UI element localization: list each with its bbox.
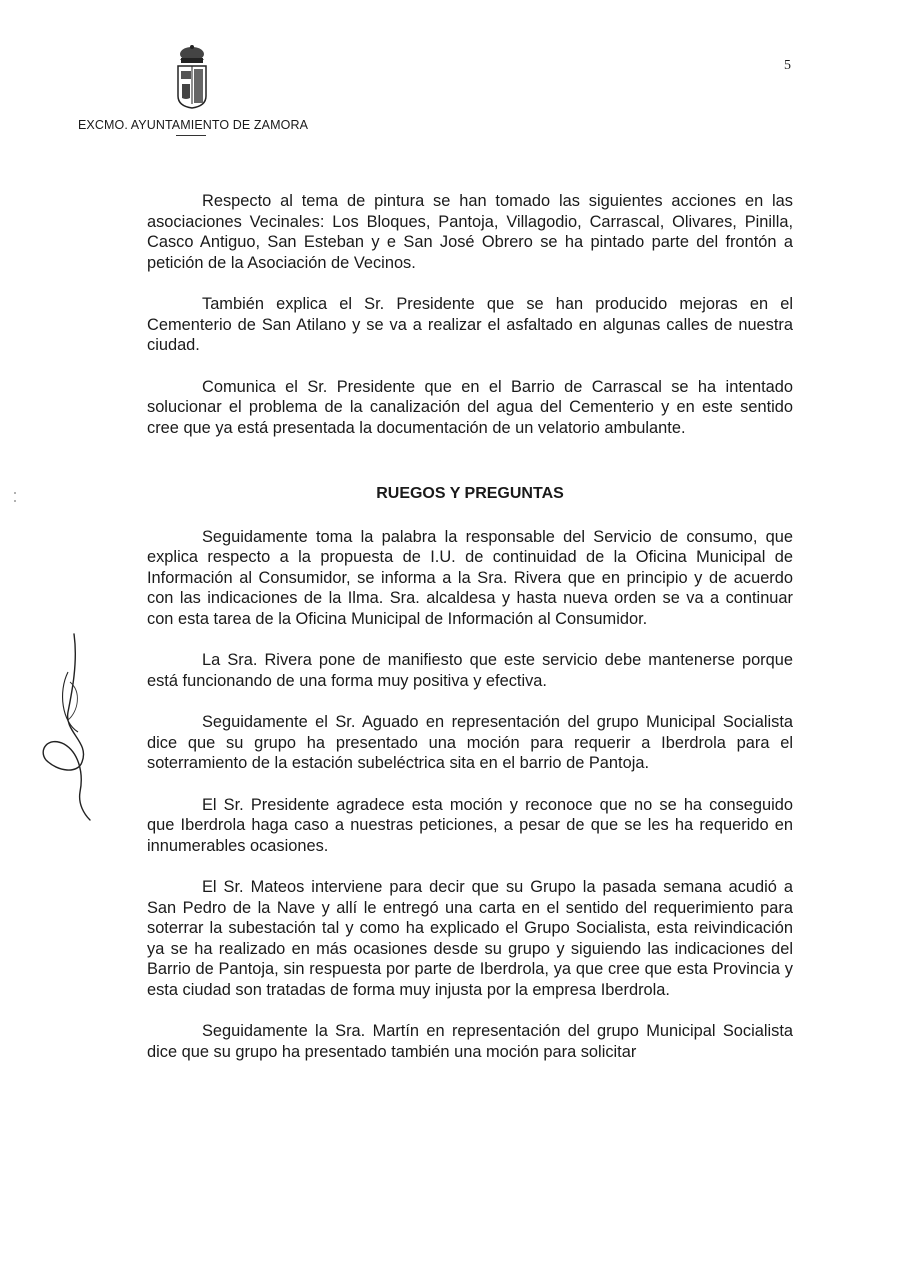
- scan-speck: [14, 500, 16, 502]
- paragraph: Seguidamente toma la palabra la responsable del Servicio de consumo, que explica respecto a la propuesta de I.U. de continuidad de la Oficina Municipal de Información al Consumidor, se informa a la Sra. Rivera que en principio y de acuerdo con las indicaciones de la Ilma. Sra. alcaldesa y hasta nueva orden se va a continuar con esta tarea de la Oficina Municipal de Información al Consumidor.: [147, 527, 793, 628]
- page-number: 5: [784, 58, 791, 73]
- paragraph: El Sr. Presidente agradece esta moción y reconoce que no se ha conseguido que Iberdrola haga caso a nuestras peticiones, a pesar de que se les ha requerido en innumerables ocasiones.: [147, 795, 793, 855]
- document-body: [147, 191, 793, 1062]
- handwritten-signature-icon: [38, 632, 108, 822]
- header-underline: [176, 135, 206, 136]
- organization-name: EXCMO. AYUNTAMIENTO DE ZAMORA: [78, 118, 309, 132]
- paragraph: Respecto al tema de pintura se han tomado las siguientes acciones en las asociaciones Vecinales: Los Bloques, Pantoja, Villagodio, Carrascal, Olivares, Pinilla, Casco Antiguo, San Esteban y e San José Obrero se ha pintado parte del frontón a petición de la Asociación de Vecinos.: [147, 192, 793, 272]
- paragraph: El Sr. Mateos interviene para decir que su Grupo la pasada semana acudió a San Pedro de la Nave y allí le entregó una carta en el sentido del requerimiento para soterrar la subestación tal y como ha explicado el Grupo Socialista, esta reivindicación ya se ha realizado en más ocasiones desde su grupo y siguiendo las indicaciones del Barrio de Pantoja, sin respuesta por parte de Iberdrola, ya que cree que esta Provincia y esta ciudad son tratadas de forma muy injusta por la empresa Iberdrola.: [147, 878, 793, 999]
- scan-speck: [14, 492, 16, 494]
- paragraph: También explica el Sr. Presidente que se han producido mejoras en el Cementerio de San Atilano y se va a realizar el asfaltado en algunas calles de nuestra ciudad.: [147, 295, 793, 354]
- paragraph: La Sra. Rivera pone de manifiesto que este servicio debe mantenerse porque está funcionando de una forma muy positiva y efectiva.: [147, 651, 793, 690]
- section-heading: RUEGOS Y PREGUNTAS: [376, 485, 564, 502]
- paragraph: Seguidamente el Sr. Aguado en representación del grupo Municipal Socialista dice que su grupo ha presentado una moción para requerir a Iberdrola para el soterramiento de la estación subeléctrica sita en el barrio de Pantoja.: [147, 713, 793, 772]
- paragraph: Comunica el Sr. Presidente que en el Barrio de Carrascal se ha intentado solucionar el problema de la canalización del agua del Cementerio y en este sentido cree que ya está presentada la documentación de un velatorio ambulante.: [147, 377, 793, 437]
- coat-of-arms-icon: [172, 44, 212, 112]
- paragraph: Seguidamente la Sra. Martín en representación del grupo Municipal Socialista dice que su grupo ha presentado también una moción para solicitar: [147, 1022, 793, 1061]
